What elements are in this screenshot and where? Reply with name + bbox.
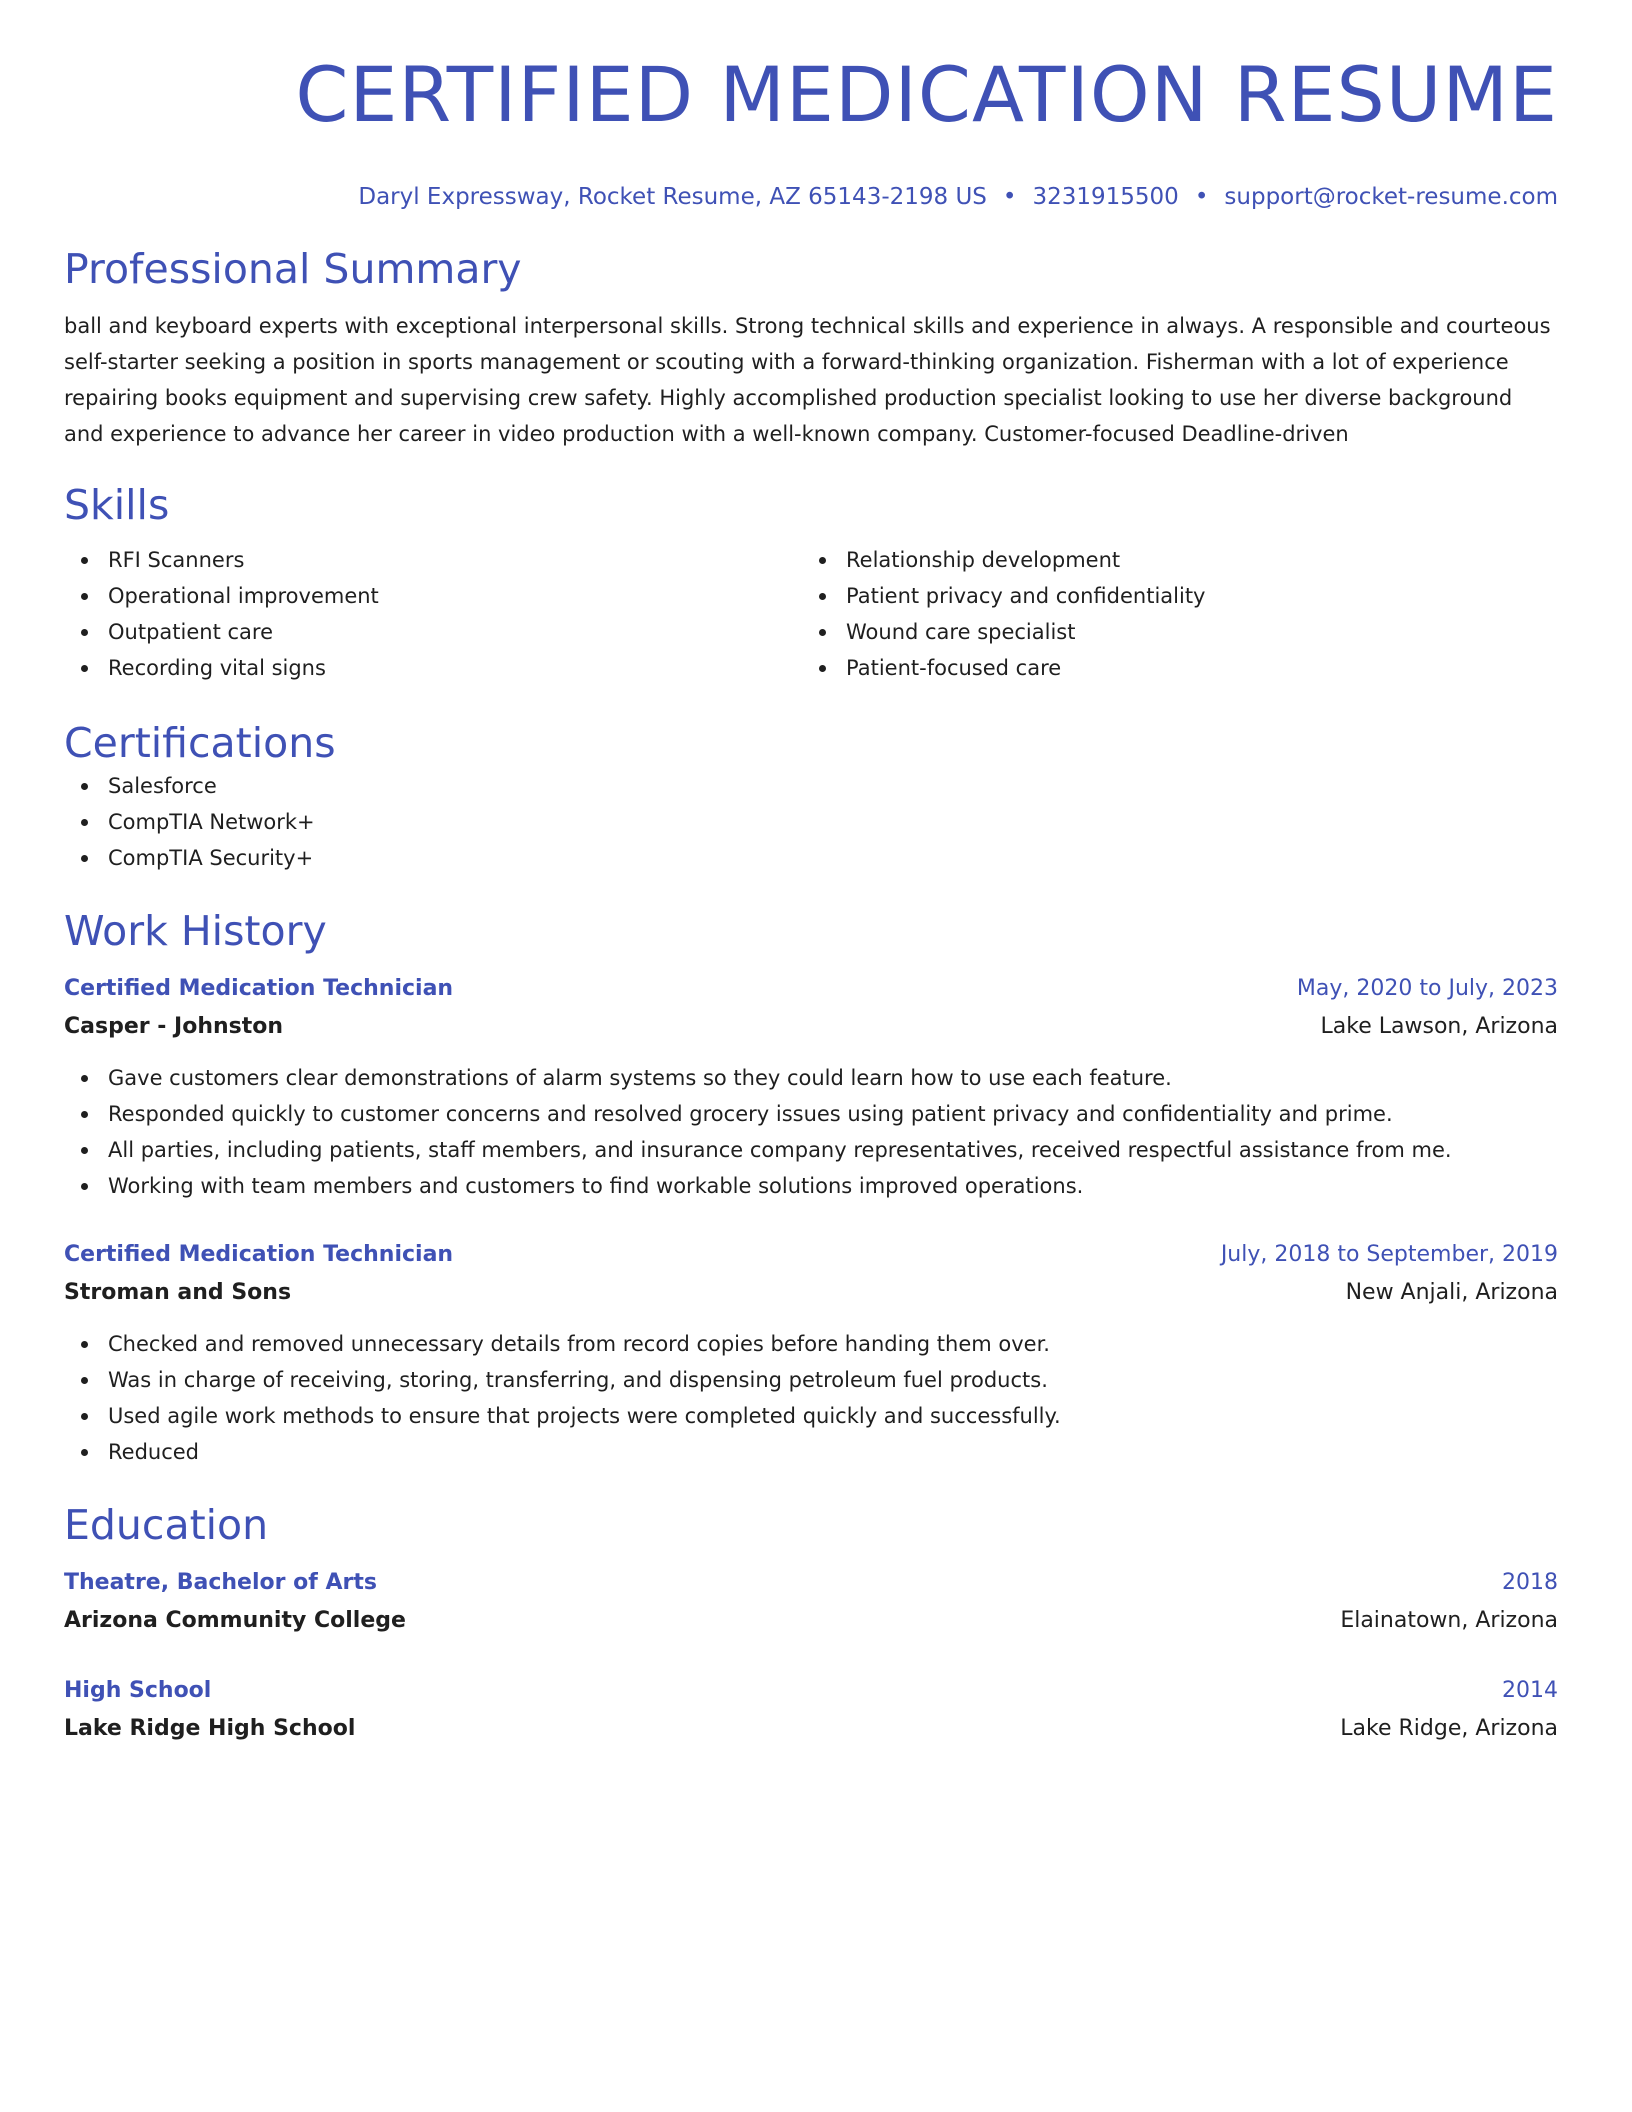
education-header-row (64, 1564, 1558, 1602)
skill-item (64, 650, 802, 686)
skill-item (64, 578, 802, 614)
job-entry (64, 970, 1558, 1204)
job-duty (64, 1132, 1558, 1168)
job-header-row (64, 970, 1558, 1008)
skill-label: Relationship development (846, 548, 1121, 572)
education-school-row (64, 1710, 1558, 1748)
education-year: 2018 (1502, 1570, 1558, 1595)
job-duty (64, 1060, 1558, 1096)
job-duty-text: Checked and removed unnecessary details from record copies before handing them over. (108, 1332, 1050, 1356)
job-duty-text: Reduced (108, 1440, 200, 1464)
summary-heading: Professional Summary (64, 245, 522, 293)
bullet-icon (81, 1183, 88, 1190)
bullet-icon (819, 557, 826, 564)
skill-item (64, 542, 802, 578)
certification-item (64, 804, 1558, 840)
education-degree: Theatre, Bachelor of Arts (64, 1570, 377, 1595)
job-company-row (64, 1274, 1558, 1312)
certification-item (64, 840, 1558, 876)
bullet-icon (819, 629, 826, 636)
bullet-icon (81, 557, 88, 564)
bullet-icon (81, 855, 88, 862)
skill-item (802, 578, 1540, 614)
education-entry (64, 1564, 1558, 1640)
skills-list-left (64, 542, 802, 686)
job-company-row (64, 1008, 1558, 1046)
skill-item (802, 650, 1540, 686)
job-entry (64, 1236, 1558, 1470)
certifications-heading: Certifications (64, 719, 336, 767)
bullet-icon (81, 593, 88, 600)
skill-label: Patient privacy and confidentiality (846, 584, 1206, 608)
resume-page (64, 0, 1558, 1748)
job-duty-text: Used agile work methods to ensure that projects were completed quickly and successfully. (108, 1404, 1061, 1428)
education-year: 2014 (1502, 1678, 1558, 1703)
job-duty (64, 1362, 1558, 1398)
skill-label: RFI Scanners (108, 548, 245, 572)
bullet-icon (81, 1075, 88, 1082)
job-duty (64, 1326, 1558, 1362)
skill-label: Recording vital signs (108, 656, 326, 680)
bullet-icon (81, 819, 88, 826)
bullet-icon (81, 1377, 88, 1384)
job-duties-list (64, 1326, 1558, 1470)
job-title: Certified Medication Technician (64, 1242, 454, 1267)
job-dates: July, 2018 to September, 2019 (1220, 1242, 1558, 1267)
certification-label: CompTIA Network+ (108, 810, 315, 834)
education-heading: Education (64, 1501, 269, 1549)
job-location: New Anjali, Arizona (1345, 1280, 1558, 1305)
job-duty-text: Working with team members and customers to find workable solutions improved operations. (108, 1174, 1084, 1198)
certification-item (64, 768, 1558, 804)
skill-item (802, 614, 1540, 650)
bullet-icon (81, 1413, 88, 1420)
education-school-row (64, 1602, 1558, 1640)
job-duty (64, 1168, 1558, 1204)
bullet-icon (81, 783, 88, 790)
skill-item (802, 542, 1540, 578)
job-location: Lake Lawson, Arizona (1320, 1014, 1558, 1039)
education-entry (64, 1672, 1558, 1748)
contact-line (64, 182, 1558, 212)
summary-text: ball and keyboard experts with exceptional interpersonal skills. Strong technical skills and experience in always. A responsible and courteous self-starter seeking a position in sports management or scouting with a forward-thinking organization. Fisherman with a lot of experience repairing books equipment and supervising crew safety. Highly accomplished production specialist looking to use her diverse background and experience to advance her career in video production with a well-known company. Customer-focused Deadline-driven (64, 314, 1551, 446)
skill-label: Outpatient care (108, 620, 273, 644)
education-school: Lake Ridge High School (64, 1716, 356, 1741)
certifications-list (64, 768, 1558, 876)
bullet-icon (81, 629, 88, 636)
certification-label: CompTIA Security+ (108, 846, 314, 870)
skills-columns (64, 542, 1558, 686)
work-history-heading: Work History (64, 907, 327, 955)
job-dates: May, 2020 to July, 2023 (1296, 976, 1558, 1001)
bullet-icon (81, 1111, 88, 1118)
job-duty (64, 1096, 1558, 1132)
skill-item (64, 614, 802, 650)
job-duty (64, 1434, 1558, 1470)
skills-list-right (802, 542, 1540, 686)
job-duty-text: All parties, including patients, staff members, and insurance company representatives, received respectful assistance from me. (108, 1138, 1452, 1162)
bullet-icon (819, 665, 826, 672)
contact-address: Daryl Expressway, Rocket Resume, AZ 65143-2198 US (358, 184, 987, 210)
education-location: Elainatown, Arizona (1340, 1608, 1558, 1633)
skill-label: Operational improvement (108, 584, 379, 608)
job-duty (64, 1398, 1558, 1434)
skills-heading: Skills (64, 481, 170, 529)
bullet-icon (819, 593, 826, 600)
job-duties-list (64, 1060, 1558, 1204)
job-company: Stroman and Sons (64, 1280, 292, 1305)
job-company: Casper - Johnston (64, 1014, 284, 1039)
job-duty-text: Responded quickly to customer concerns and resolved grocery issues using patient privacy and confidentiality and prime. (108, 1102, 1393, 1126)
contact-separator: • (1194, 184, 1209, 210)
contact-phone: 3231915500 (1032, 184, 1179, 210)
bullet-icon (81, 1147, 88, 1154)
job-header-row (64, 1236, 1558, 1274)
job-duty-text: Gave customers clear demonstrations of alarm systems so they could learn how to use each feature. (108, 1066, 1172, 1090)
job-title: Certified Medication Technician (64, 976, 454, 1001)
bullet-icon (81, 665, 88, 672)
certification-label: Salesforce (108, 774, 217, 798)
bullet-icon (81, 1449, 88, 1456)
skill-label: Patient-focused care (846, 656, 1062, 680)
contact-email: support@rocket-resume.com (1224, 184, 1558, 210)
education-location: Lake Ridge, Arizona (1340, 1716, 1558, 1741)
job-duty-text: Was in charge of receiving, storing, transferring, and dispensing petroleum fuel products. (108, 1368, 1048, 1392)
contact-separator: • (1002, 184, 1017, 210)
resume-title: CERTIFIED MEDICATION RESUME (295, 50, 1558, 139)
education-header-row (64, 1672, 1558, 1710)
skill-label: Wound care specialist (846, 620, 1076, 644)
bullet-icon (81, 1341, 88, 1348)
education-school: Arizona Community College (64, 1608, 406, 1633)
education-degree: High School (64, 1678, 212, 1703)
